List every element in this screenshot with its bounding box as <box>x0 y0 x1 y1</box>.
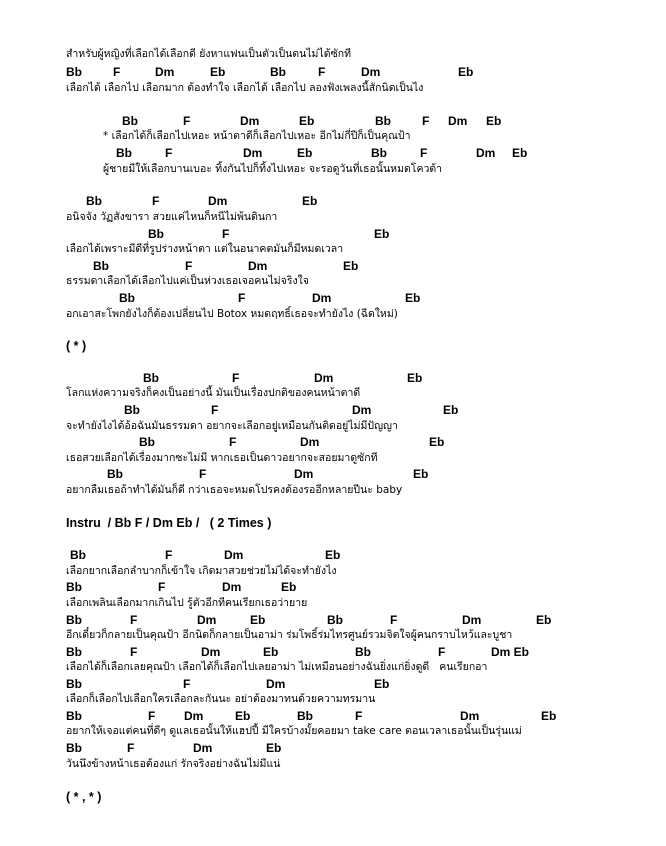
instrumental-line <box>0 515 666 531</box>
verse3-lyric-line <box>0 595 666 611</box>
verse1-chord-line <box>0 193 666 209</box>
chord: Eb <box>486 114 502 128</box>
lyric-text: โลกแห่งความจริงก็คงเป็นอย่างนี้ มันเป็นเรื่องปกติของคนหน้าตาดี <box>66 387 361 399</box>
verse3-chord-line <box>0 547 666 563</box>
chord: Eb <box>302 194 318 208</box>
verse2-lyric-line <box>0 385 666 401</box>
chord: Bb <box>107 467 123 481</box>
chord: Dm <box>314 371 334 385</box>
chord: F <box>130 613 138 627</box>
marker-text: ( * , * ) <box>66 790 102 804</box>
verse2-lyric-line <box>0 418 666 434</box>
verse3-lyric-line <box>0 563 666 579</box>
chord: F <box>113 65 121 79</box>
verse1-lyric-line <box>0 273 666 289</box>
lyric-text: * เลือกได้ก็เลือกไปเหอะ หน้าตาดีก็เลือกไปเหอะ อีกไม่กี่ปีก็เป็นคุณป้า <box>103 130 411 142</box>
chord: Dm <box>248 259 268 273</box>
verse2-lyric-line <box>0 450 666 466</box>
lyric-text: อกเอาสะโพกยังไงก็ต้องเปลี่ยนไป Botox หมดฤทธิ์เธอจะทำยังไง (ฉีดใหม่) <box>66 308 398 320</box>
chord: Eb <box>266 741 282 755</box>
verse3-lyric-line <box>0 627 666 643</box>
chorus-repeat-marker <box>0 338 666 354</box>
chorus-lyric-line <box>0 128 666 144</box>
chord: Dm <box>462 613 482 627</box>
verse1-lyric-line <box>0 306 666 322</box>
lyric-text: สำหรับผู้หญิงที่เลือกได้เลือกดี ยังหาแฟนเป็นตัวเป็นตนไม่ได้ซักที <box>66 48 351 60</box>
chord: Bb <box>371 146 387 160</box>
chord: F <box>148 709 156 723</box>
lyric-text: เธอสวยเลือกได้เรื่องมากซะไม่มี หากเธอเป็นดาวอยากจะสอยมาดูซักที <box>66 452 378 464</box>
verse3-lyric-line <box>0 659 666 675</box>
lyric-text: จะทำยังไงได้อ้อฉันมันธรรมดา อยากจะเลือกอยู่เหมือนกันติดอยู่ไม่มีปัญญา <box>66 420 398 432</box>
intro-lyric-line <box>0 80 666 96</box>
chord: Dm <box>222 580 242 594</box>
verse3-chord-line <box>0 708 666 724</box>
chord: F <box>438 645 446 659</box>
chord: Dm <box>476 146 496 160</box>
chord: Eb <box>325 548 341 562</box>
chord: Eb <box>512 146 528 160</box>
chord: Dm <box>184 709 204 723</box>
chord: F <box>222 227 230 241</box>
chord: Eb <box>407 371 423 385</box>
verse1-lyric-line <box>0 209 666 225</box>
verse1-chord-line <box>0 226 666 242</box>
verse2-lyric-line <box>0 482 666 498</box>
chord: Bb <box>70 548 86 562</box>
chorus-chord-line <box>0 145 666 161</box>
verse3-chord-line <box>0 740 666 756</box>
chord: F <box>183 677 191 691</box>
chord: Eb <box>343 259 359 273</box>
verse3-chord-line <box>0 676 666 692</box>
chord: Bb <box>148 227 164 241</box>
lyric-text: ธรรมดาเลือกได้เลือกไปแค่เป็นห่วงเธอเจอคนไม่จริงใจ <box>66 275 309 287</box>
verse2-chord-line <box>0 434 666 450</box>
lyric-text: เลือกได้เพราะมีดีที่รูปร่างหน้าตา แต่ในอนาคตมันก็มีหมดเวลา <box>66 243 344 255</box>
chord: F <box>165 146 173 160</box>
chord: Dm <box>201 645 221 659</box>
chord: Eb <box>374 677 390 691</box>
chord: F <box>229 435 237 449</box>
chord: Bb <box>270 65 286 79</box>
instrumental-text: Instru / Bb F / Dm Eb / ( 2 Times ) <box>66 516 272 530</box>
verse3-lyric-line <box>0 756 666 772</box>
chord: F <box>152 194 160 208</box>
lyric-text: วันนึงข้างหน้าเธอต้องแก่ รักจริงอย่างฉันไม่มีแน่ <box>66 758 281 770</box>
lyric-text: เลือกเพลินเลือกมากเกินไป รู้ตัวอีกทีคนเรียกเธอว่ายาย <box>66 597 308 609</box>
chord: Dm <box>224 548 244 562</box>
chord: Dm <box>352 403 372 417</box>
chord: Eb <box>250 613 266 627</box>
chord: Eb <box>541 709 557 723</box>
chord: F <box>185 259 193 273</box>
chord: Dm <box>448 114 468 128</box>
chord: F <box>130 645 138 659</box>
verse1-chord-line <box>0 290 666 306</box>
chord: Bb <box>122 114 138 128</box>
chord: Dm <box>300 435 320 449</box>
chord: Bb <box>124 403 140 417</box>
chord: Bb <box>66 65 82 79</box>
chord: F <box>165 548 173 562</box>
verse2-chord-line <box>0 466 666 482</box>
chord: F <box>318 65 326 79</box>
chord: Bb <box>66 580 82 594</box>
lyric-text: อีกเดี๋ยวก็กลายเป็นคุณป้า อีกนิดก็กลายเป็นอาม่า ร่มโพธิ์ร่มไทรศูนย์รวมจิตใจผู้คนกราบไหว้และบูชา <box>66 629 513 641</box>
intro-lyric-line <box>0 46 666 62</box>
chord: Bb <box>66 709 82 723</box>
marker-text: ( * ) <box>66 339 87 353</box>
lyric-text: อยากลืมเธอถ้าทำได้มันก็ดี กว่าเธอจะหมดโปรคงต้องรออีกหลายปีนะ baby <box>66 484 403 496</box>
chord: Bb <box>93 259 109 273</box>
chord: Bb <box>66 645 82 659</box>
chord: Dm Eb <box>491 645 530 659</box>
chord: Bb <box>375 114 391 128</box>
chord: Eb <box>297 146 313 160</box>
chorus-repeat-marker <box>0 789 666 805</box>
chorus-lyric-line <box>0 161 666 177</box>
chord: Dm <box>240 114 260 128</box>
chord: Eb <box>299 114 315 128</box>
lyric-text: ผู้ชายมีให้เลือกบานเบอะ ทิ้งกันไปก็ทิ้งไปเหอะ จะรอดูวันที่เธอนั้นหมดโควต้า <box>103 163 443 175</box>
lyric-text: เลือกได้ เลือกไป เลือกมาก ต้องทำใจ เลือกได้ เลือกไป ลองฟังเพลงนี้สักนิดเป็นไง <box>66 82 424 94</box>
chord: Dm <box>266 677 286 691</box>
chord: Bb <box>66 741 82 755</box>
verse2-chord-line <box>0 402 666 418</box>
chord: Dm <box>155 65 175 79</box>
chord: Eb <box>429 435 445 449</box>
lyric-text: อนิจจัง วัฏสังขารา สวยแค่ไหนก็หนีไม่พ้นดินกา <box>66 211 278 223</box>
chord: Bb <box>355 645 371 659</box>
chord: Bb <box>66 677 82 691</box>
chord: Eb <box>263 645 279 659</box>
chord: Dm <box>361 65 381 79</box>
chord: F <box>355 709 363 723</box>
chord: F <box>199 467 207 481</box>
chord: Eb <box>374 227 390 241</box>
chord: F <box>158 580 166 594</box>
lyric-text: เลือกก็เลือกไปเลือกใครเลือกละกันนะ อย่าต้องมาทนด้วยความทรมาน <box>66 693 376 705</box>
chord: Dm <box>193 741 213 755</box>
verse2-chord-line <box>0 370 666 386</box>
chord: F <box>238 291 246 305</box>
intro-chord-line <box>0 64 666 80</box>
chord: Dm <box>294 467 314 481</box>
chord: Bb <box>143 371 159 385</box>
chord: Eb <box>443 403 459 417</box>
chord: F <box>211 403 219 417</box>
verse3-lyric-line <box>0 691 666 707</box>
chord: F <box>420 146 428 160</box>
chord: Dm <box>312 291 332 305</box>
verse3-chord-line <box>0 612 666 628</box>
chord: F <box>127 741 135 755</box>
verse1-lyric-line <box>0 241 666 257</box>
chord: Eb <box>536 613 552 627</box>
chord: Eb <box>405 291 421 305</box>
chord: Dm <box>197 613 217 627</box>
chord: Bb <box>119 291 135 305</box>
lyric-text: อยากให้เจอแต่คนที่ดีๆ ดูแลเธอนั้นให้แฮปปี้ มีใครบ้างมั้ยคอยมา take care ตอนเวลาเธอนั้นเป็นรุ่นแม่ <box>66 725 522 737</box>
chord: Eb <box>281 580 297 594</box>
chord: Bb <box>327 613 343 627</box>
chord: Eb <box>413 467 429 481</box>
verse3-chord-line <box>0 579 666 595</box>
lyric-text: เลือกได้ก็เลือกเลยคุณป้า เลือกได้ก็เลือกไปเลยอาม่า ไม่เหมือนอย่างฉันยิ่งแก่ยิ่งดูดี คนเรียกอา <box>66 661 488 673</box>
chord: F <box>390 613 398 627</box>
chord: F <box>232 371 240 385</box>
chord: Dm <box>243 146 263 160</box>
verse3-lyric-line <box>0 723 666 739</box>
chord: Eb <box>210 65 226 79</box>
chord: Bb <box>66 613 82 627</box>
lyric-text: เลือกยากเลือกลำบากก็เข้าใจ เกิดมาสวยช่วยไม่ได้จะทำยังไง <box>66 565 337 577</box>
chord: Dm <box>208 194 228 208</box>
chord: Eb <box>458 65 474 79</box>
chord: Bb <box>139 435 155 449</box>
chorus-chord-line <box>0 113 666 129</box>
chord: Dm <box>460 709 480 723</box>
verse3-chord-line <box>0 644 666 660</box>
chord: Bb <box>116 146 132 160</box>
verse1-chord-line <box>0 258 666 274</box>
chord: Bb <box>297 709 313 723</box>
chord: Bb <box>86 194 102 208</box>
chord: F <box>183 114 191 128</box>
chord: Eb <box>235 709 251 723</box>
chord: F <box>422 114 430 128</box>
